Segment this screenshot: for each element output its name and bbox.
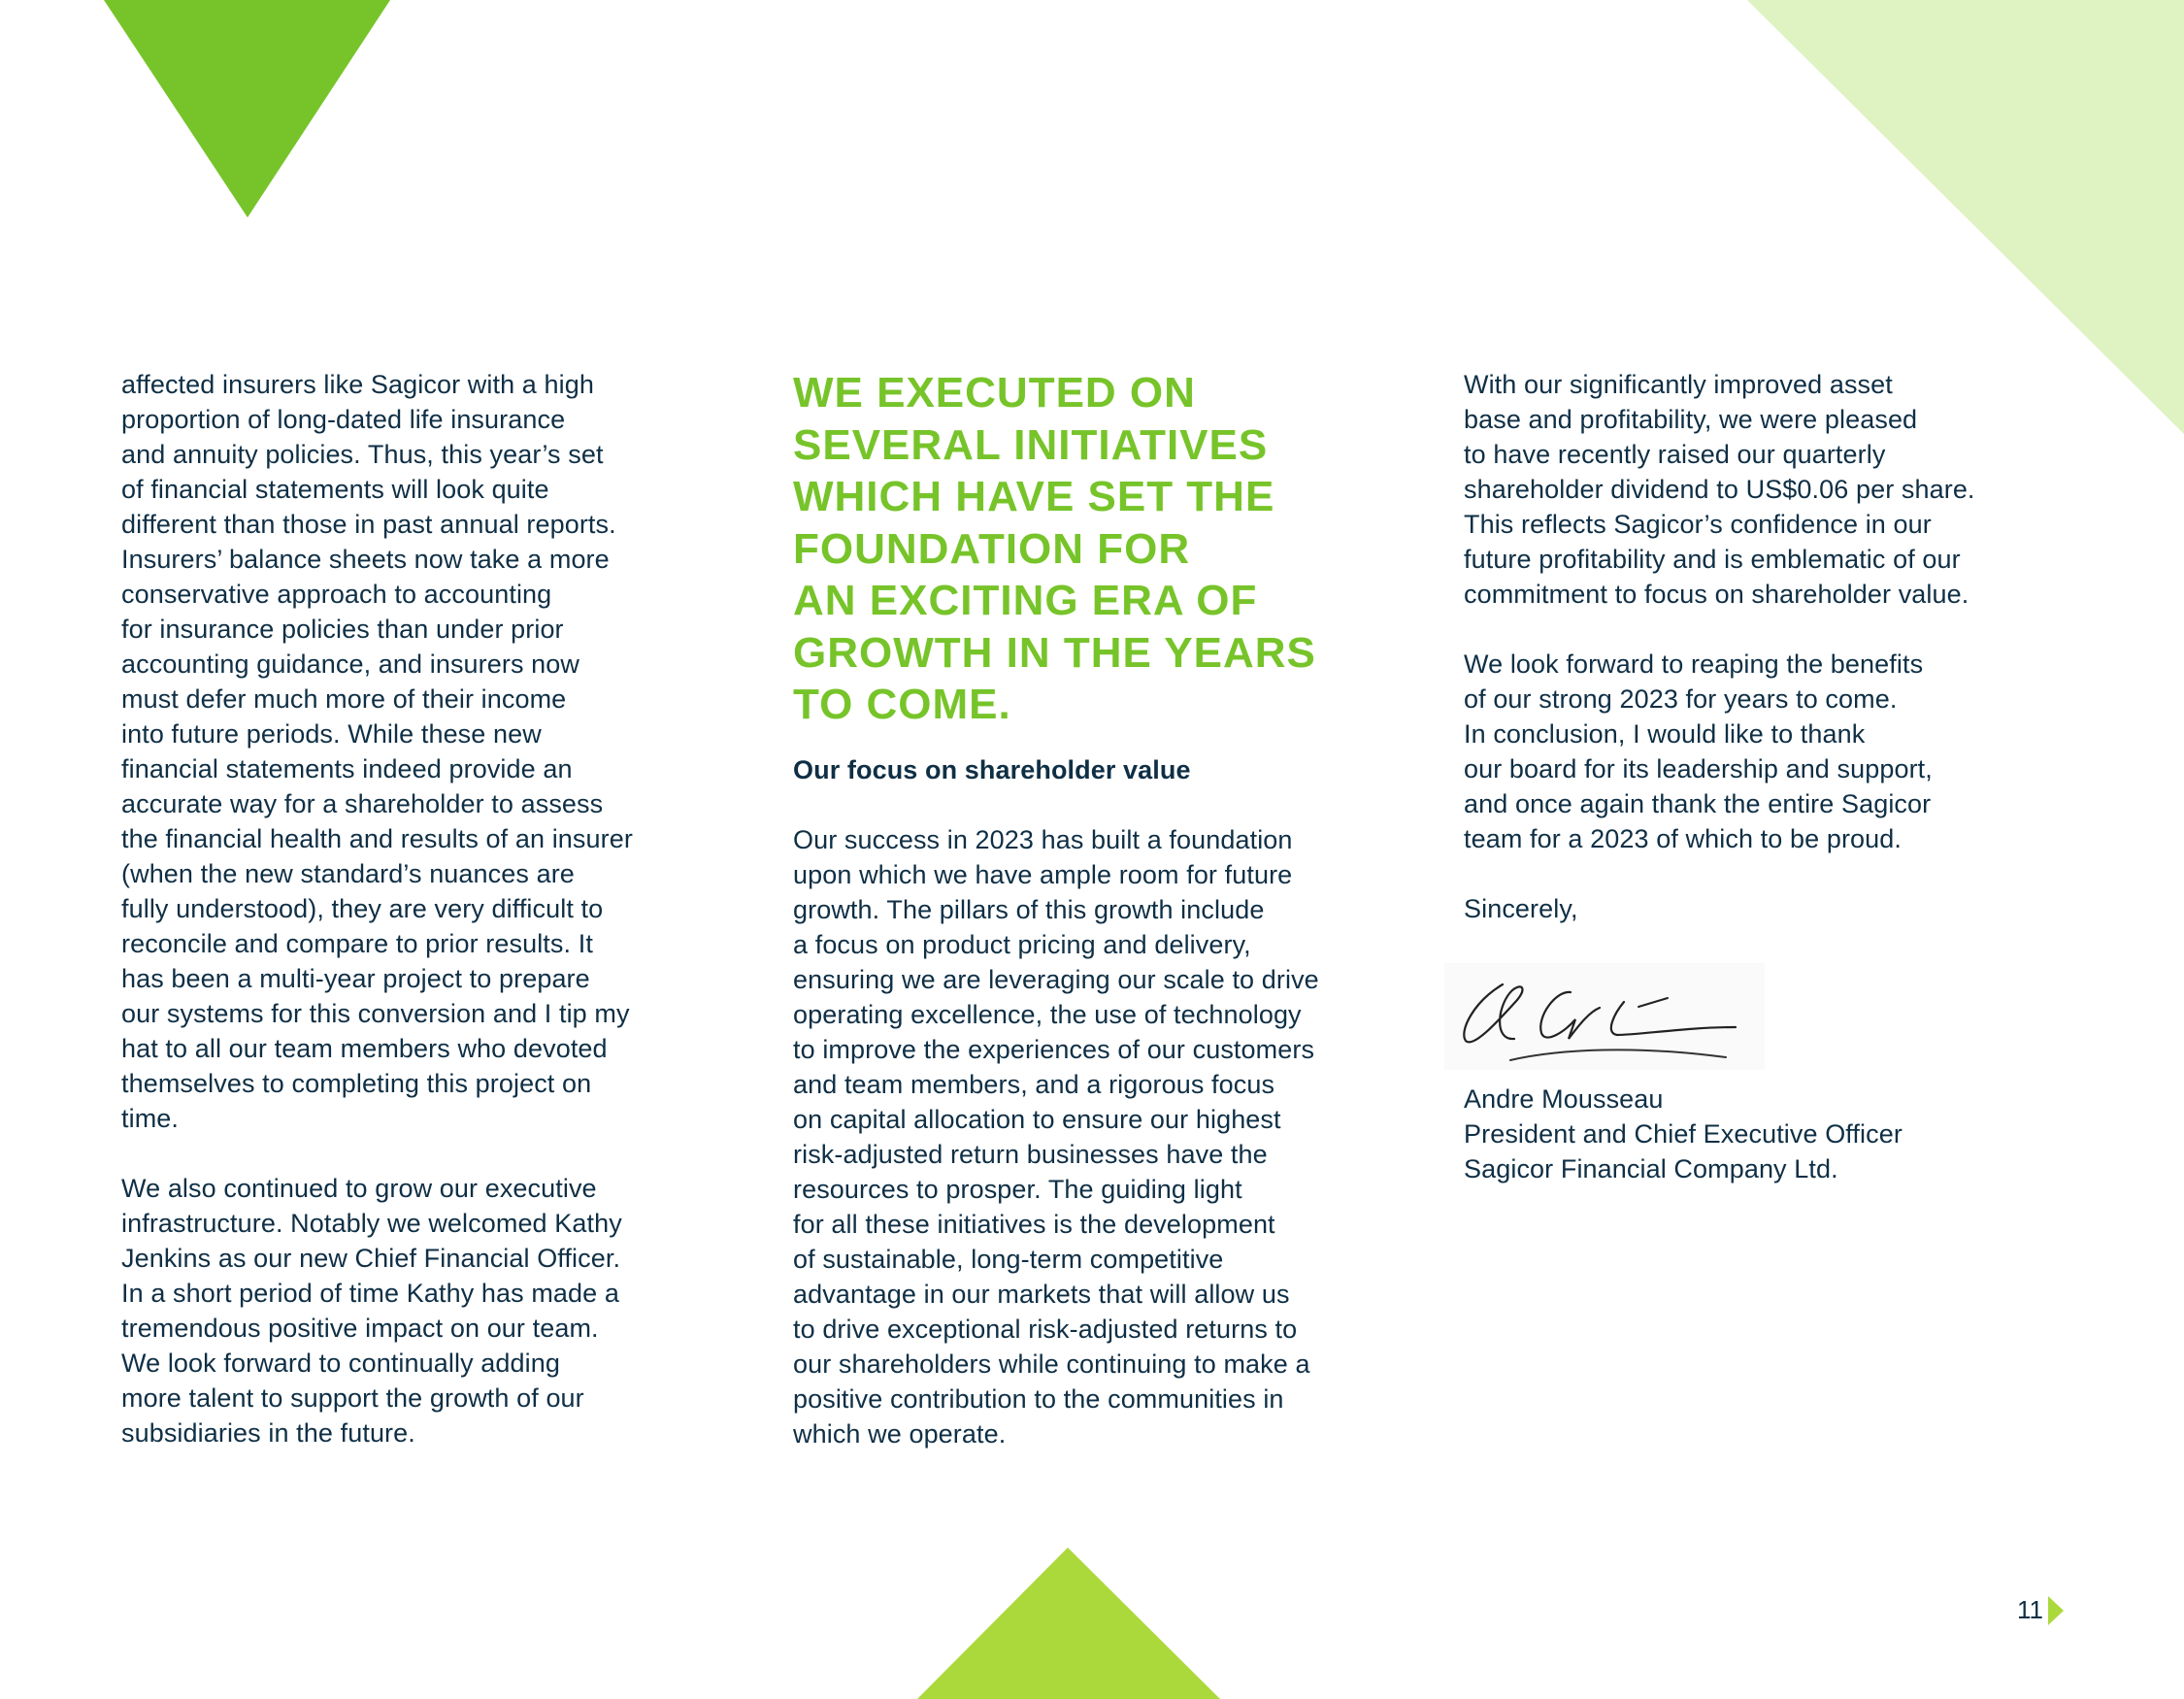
text-line: growth. The pillars of this growth include (793, 894, 1265, 924)
text-line: In a short period of time Kathy has made a (121, 1279, 619, 1308)
text-line: future profitability and is emblematic of our (1464, 545, 1961, 574)
top-left-green-triangle (104, 0, 390, 217)
text-line: Our success in 2023 has built a foundation (793, 824, 1293, 854)
text-line: base and profitability, we were pleased (1464, 405, 1918, 434)
text-line: our board for its leadership and support, (1464, 754, 1933, 783)
text-line: and once again thank the entire Sagicor (1464, 789, 1932, 818)
text-line: different than those in past annual reports. (121, 510, 616, 539)
column2-paragraph (793, 822, 1414, 1451)
text-line: ensuring we are leveraging our scale to drive (793, 964, 1319, 994)
text-line: must defer much more of their income (121, 684, 567, 714)
text-line: We look forward to continually adding (121, 1349, 560, 1378)
text-line: This reflects Sagicor’s confidence in our (1464, 510, 1932, 539)
text-line: shareholder dividend to US$0.06 per share. (1464, 475, 1975, 504)
column1-paragraph-2 (121, 1171, 713, 1450)
closing-salutation: Sincerely, (1464, 894, 1578, 923)
text-line: to have recently raised our quarterly (1464, 440, 1886, 469)
text-line: a focus on product pricing and delivery, (793, 929, 1251, 959)
text-line: fully understood), they are very difficult to (121, 894, 604, 923)
text-line: of our strong 2023 for years to come. (1464, 684, 1898, 714)
text-line: our shareholders while continuing to make a (793, 1349, 1310, 1379)
text-line: for insurance policies than under prior (121, 615, 564, 644)
text-line: hat to all our team members who devoted (121, 1034, 608, 1063)
text-line: has been a multi-year project to prepare (121, 964, 590, 993)
text-line: to drive exceptional risk-adjusted returns to (793, 1314, 1298, 1344)
text-line: of sustainable, long-term competitive (793, 1244, 1224, 1274)
text-line: advantage in our markets that will allow us (793, 1279, 1290, 1309)
text-line: proportion of long-dated life insurance (121, 405, 566, 434)
text-line: the financial health and results of an insurer (121, 824, 633, 853)
text-line: (when the new standard’s nuances are (121, 859, 575, 888)
signature-image (1444, 963, 1765, 1070)
text-line: for all these initiatives is the development (793, 1209, 1275, 1239)
text-line: into future periods. While these new (121, 719, 542, 749)
text-line: to improve the experiences of our customers (793, 1034, 1315, 1064)
text-line: which we operate. (793, 1418, 1007, 1449)
column3-paragraph-1 (1464, 367, 2085, 612)
paragraph-gap (121, 1136, 713, 1171)
text-line: more talent to support the growth of our (121, 1383, 584, 1413)
column-3 (1464, 367, 2085, 1186)
signer-name: Andre Mousseau (1464, 1084, 1664, 1114)
text-line: GROWTH IN THE YEARS (793, 628, 1316, 677)
text-line: on capital allocation to ensure our highest (793, 1104, 1281, 1134)
text-line: affected insurers like Sagicor with a high (121, 370, 594, 399)
column1-paragraph-1 (121, 367, 713, 1136)
pull-quote-headline (793, 367, 1414, 731)
text-line: accurate way for a shareholder to assess (121, 789, 604, 818)
text-line: conservative approach to accounting (121, 580, 552, 609)
text-line: financial statements indeed provide an (121, 754, 573, 783)
text-line: reconcile and compare to prior results. It (121, 929, 593, 958)
paragraph-gap (1464, 856, 2085, 891)
text-line: team for a 2023 of which to be proud. (1464, 824, 1902, 853)
text-line: our systems for this conversion and I tip my (121, 999, 630, 1028)
text-line: subsidiaries in the future. (121, 1418, 415, 1448)
text-line: Insurers’ balance sheets now take a more (121, 545, 610, 574)
text-line: WE EXECUTED ON (793, 369, 1196, 416)
text-line: FOUNDATION FOR (793, 524, 1191, 573)
paragraph-gap (1464, 612, 2085, 647)
text-line: risk-adjusted return businesses have the (793, 1139, 1268, 1169)
text-line: accounting guidance, and insurers now (121, 650, 580, 679)
bottom-center-lime-triangle (917, 1548, 1220, 1699)
text-line: commitment to focus on shareholder value. (1464, 580, 1969, 609)
text-line: infrastructure. Notably we welcomed Kathy (121, 1209, 622, 1238)
right-triangle-icon (2048, 1596, 2066, 1625)
text-line: We look forward to reaping the benefits (1464, 650, 1924, 679)
signer-company: Sagicor Financial Company Ltd. (1464, 1154, 1838, 1183)
text-line: Jenkins as our new Chief Financial Officer. (121, 1244, 621, 1273)
text-line: resources to prosper. The guiding light (793, 1174, 1242, 1204)
text-line: We also continued to grow our executive (121, 1174, 597, 1203)
text-line: AN EXCITING ERA OF (793, 577, 1258, 624)
signer-title: President and Chief Executive Officer (1464, 1119, 1903, 1149)
text-line: upon which we have ample room for future (793, 859, 1293, 889)
text-line: tremendous positive impact on our team. (121, 1314, 599, 1343)
text-line: In conclusion, I would like to thank (1464, 719, 1866, 749)
column3-paragraph-2 (1464, 647, 2085, 856)
text-line: themselves to completing this project on (121, 1069, 592, 1098)
text-line: and team members, and a rigorous focus (793, 1069, 1275, 1099)
text-line: and annuity policies. Thus, this year’s set (121, 440, 604, 469)
text-line: WHICH HAVE SET THE (793, 473, 1275, 520)
text-line: time. (121, 1104, 180, 1133)
page-number: 11 (2017, 1595, 2043, 1624)
text-line: positive contribution to the communities in (793, 1383, 1284, 1414)
section-subheading: Our focus on shareholder value (793, 754, 1191, 784)
column-1 (121, 367, 713, 1450)
text-line: of financial statements will look quite (121, 475, 549, 504)
text-line: TO COME. (793, 681, 1011, 728)
text-line: SEVERAL INITIATIVES (793, 420, 1269, 469)
text-line: With our significantly improved asset (1464, 370, 1893, 399)
column-2 (793, 367, 1414, 1451)
text-line: operating excellence, the use of technology (793, 999, 1302, 1029)
